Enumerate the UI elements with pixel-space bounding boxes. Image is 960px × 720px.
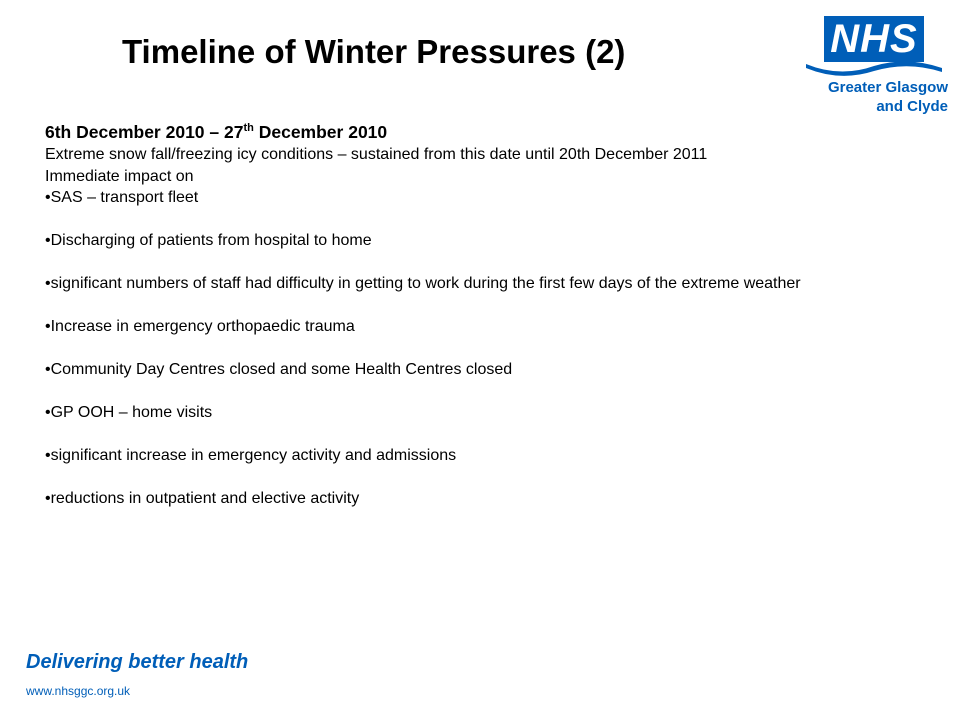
bullet-item: •GP OOH – home visits: [45, 404, 213, 421]
bullet-item: •Discharging of patients from hospital to home: [45, 232, 372, 249]
slide-content: [45, 120, 905, 510]
bullet-item: •Community Day Centres closed and some Health Centres closed: [45, 361, 513, 378]
logo-swoosh-icon: [800, 58, 948, 80]
logo-org-name: [800, 78, 948, 116]
logo-org-line-1: Greater Glasgow: [827, 79, 948, 96]
bullet-item: •reductions in outpatient and elective activity: [45, 490, 360, 507]
slide-footer: [26, 648, 426, 702]
heading-end: December 2010: [253, 122, 388, 142]
bullet-item: •significant numbers of staff had difficulty in getting to work during the first few days of the extreme weather: [45, 275, 801, 292]
heading-superscript: th: [243, 122, 254, 135]
slide-title: Timeline of Winter Pressures (2): [122, 33, 626, 70]
bullet-item: •Increase in emergency orthopaedic trauma: [45, 318, 355, 335]
bullet-item: •significant increase in emergency activity and admissions: [45, 447, 457, 464]
date-range-heading: [45, 120, 905, 144]
footer-url: www.nhsggc.org.uk: [26, 684, 131, 698]
intro-text: Extreme snow fall/freezing icy conditions – sustained from this date until 20th December 2011: [45, 146, 708, 163]
logo-org-line-2: and Clyde: [876, 98, 948, 115]
heading-start: 6th December 2010 – 27: [45, 122, 244, 142]
intro-text: Immediate impact on: [45, 167, 194, 185]
nhs-logo-text: NHS: [830, 17, 918, 61]
bullet-item: •SAS – transport fleet: [45, 189, 199, 206]
footer-tagline: Delivering better health: [26, 651, 249, 673]
nhs-logo: [800, 14, 948, 122]
